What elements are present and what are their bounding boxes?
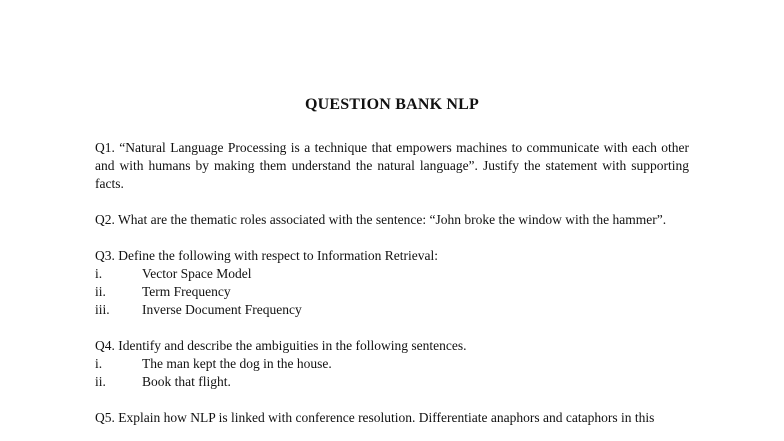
question-5: Q5. Explain how NLP is linked with conference resolution. Differentiate anaphors and cataphors in this (95, 410, 655, 425)
question-1: Q1. “Natural Language Processing is a technique that empowers machines to communicate with each other and with humans by making them understand the natural language”. Justify the statement with supporting facts. (95, 140, 689, 191)
spacer (95, 229, 689, 247)
list-numeral: ii. (95, 284, 106, 299)
question-4: Q4. Identify and describe the ambiguities in the following sentences. (95, 338, 467, 353)
list-numeral: iii. (95, 302, 110, 317)
list-item (95, 265, 689, 283)
list-item (95, 373, 689, 391)
list-numeral: i. (95, 266, 103, 281)
question-2: Q2. What are the thematic roles associated with the sentence: “John broke the window with the hammer”. (95, 212, 667, 227)
list-numeral: i. (95, 356, 103, 371)
spacer (95, 193, 689, 211)
list-item-text: Term Frequency (142, 284, 231, 299)
list-item-text: Vector Space Model (142, 266, 252, 281)
list-item (95, 355, 689, 373)
question-list (95, 139, 689, 427)
list-item-text: The man kept the dog in the house. (142, 356, 332, 371)
question-3: Q3. Define the following with respect to Information Retrieval: (95, 248, 439, 263)
list-item-text: Book that flight. (142, 374, 231, 389)
list-numeral: ii. (95, 374, 106, 389)
list-item (95, 301, 689, 319)
list-item-text: Inverse Document Frequency (142, 302, 302, 317)
document-title: QUESTION BANK NLP (304, 96, 480, 113)
spacer (95, 391, 689, 409)
spacer (95, 319, 689, 337)
list-item (95, 283, 689, 301)
